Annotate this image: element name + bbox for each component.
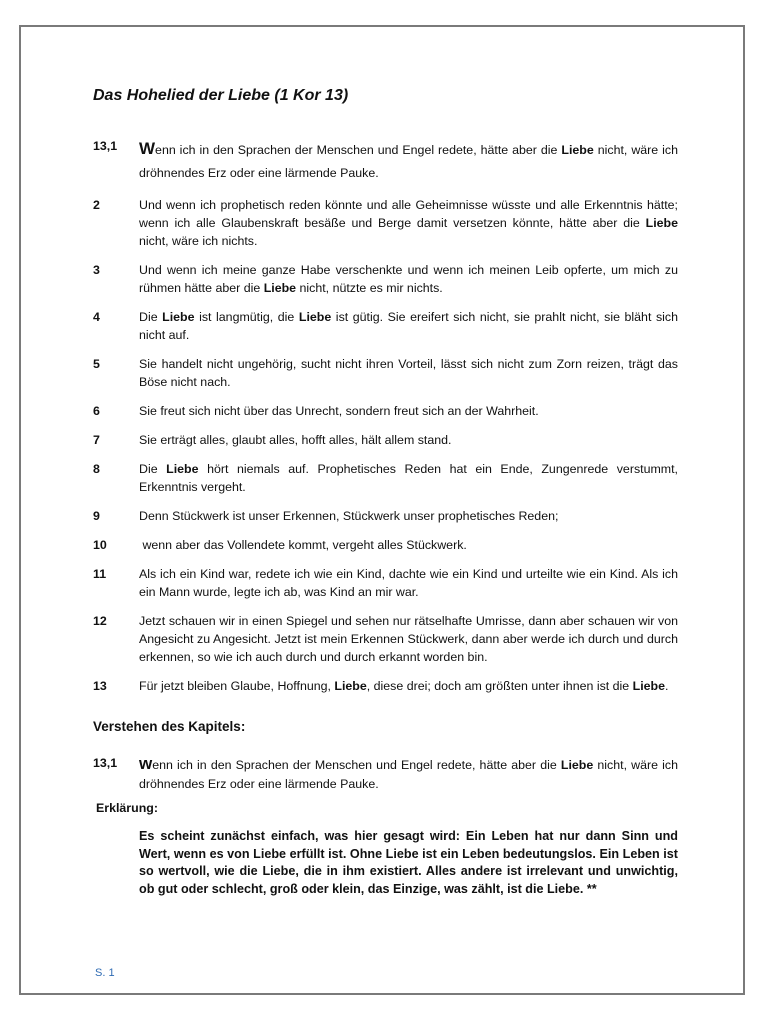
verse-text: Als ich ein Kind war, redete ich wie ein Kind, dachte wie ein Kind und urteilte wie ein Kind. Als ich ein Mann wurde, legte ich ab, was Kind an mir war.: [139, 567, 678, 599]
verse-row: [93, 261, 678, 297]
verse-row: [93, 536, 678, 554]
verse-number: 3: [93, 263, 100, 277]
page-number: S. 1: [95, 967, 115, 979]
verse-text: Denn Stückwerk ist unser Erkennen, Stückwerk unser prophetisches Reden;: [139, 509, 559, 523]
verse-number: 7: [93, 433, 100, 447]
verse-number: 10: [93, 538, 107, 552]
page-title: Das Hohelied der Liebe (1 Kor 13): [93, 87, 349, 104]
section-verse: [93, 754, 678, 794]
document-page: [19, 25, 745, 995]
verse-text: Jetzt schauen wir in einen Spiegel und sehen nur rätselhafte Umrisse, dann aber schauen wir von Angesicht zu Angesicht. Jetzt ist mein Erkennen Stückwerk, dann aber werde ich durch und durch erkennen, so wie ich auch durch und durch erkannt worden bin.: [139, 614, 678, 664]
verse-row: [93, 565, 678, 601]
verse-text: Und wenn ich meine ganze Habe verschenkte und wenn ich meinen Leib opferte, um mich zu rühmen hätte aber die Liebe nicht, nützte es mir nichts.: [139, 263, 678, 295]
verse-number: 12: [93, 614, 107, 628]
explanation-label: Erklärung:: [96, 801, 158, 815]
verse-number: 4: [93, 310, 100, 324]
verse-text: Sie handelt nicht ungehörig, sucht nicht ihren Vorteil, lässt sich nicht zum Zorn reizen, trägt das Böse nicht nach.: [139, 357, 678, 389]
verse-text: Wenn ich in den Sprachen der Menschen und Engel redete, hätte aber die Liebe nicht, wäre ich dröhnendes Erz oder eine lärmende Pauke.: [139, 139, 678, 180]
verse-row: [93, 460, 678, 496]
verse-initial: w: [139, 754, 153, 773]
verse-row: [93, 507, 678, 525]
verse-number: 13: [93, 679, 107, 693]
verse-row: [93, 612, 678, 666]
verse-list: [93, 137, 678, 706]
verse-row: [93, 355, 678, 391]
verse-text: Sie erträgt alles, glaubt alles, hofft alles, hält allem stand.: [139, 433, 452, 447]
verse-number: 2: [93, 198, 100, 212]
verse-number: 5: [93, 357, 100, 371]
verse-text: Sie freut sich nicht über das Unrecht, sondern freut sich an der Wahrheit.: [139, 404, 539, 418]
verse-text: Für jetzt bleiben Glaube, Hoffnung, Liebe, diese drei; doch am größten unter ihnen ist die Liebe.: [139, 679, 669, 693]
verse-text: Die Liebe ist langmütig, die Liebe ist gütig. Sie ereifert sich nicht, sie prahlt nicht, sie bläht sich nicht auf.: [139, 310, 678, 342]
verse-text: Die Liebe hört niemals auf. Prophetisches Reden hat ein Ende, Zungenrede verstummt, Erkenntnis vergeht.: [139, 462, 678, 494]
section-heading: Verstehen des Kapitels:: [93, 719, 246, 734]
verse-initial: W: [139, 139, 156, 158]
verse-number: 8: [93, 462, 100, 476]
verse-text: Und wenn ich prophetisch reden könnte und alle Geheimnisse wüsste und alle Erkenntnis hätte; wenn ich alle Glaubenskraft besäße und Berge damit versetzen könnte, hätte aber die Liebe nicht, wäre ich nichts.: [139, 198, 678, 248]
verse-number: 11: [93, 567, 107, 581]
verse-row: [93, 431, 678, 449]
verse-row: [93, 677, 678, 695]
verse-body: enn ich in den Sprachen der Menschen und Engel redete, hätte aber die Liebe nicht, wäre ich dröhnendes Erz oder eine lärmende Pauke.: [139, 758, 678, 791]
verse-row: [93, 402, 678, 420]
verse-text: wenn aber das Vollendete kommt, vergeht alles Stückwerk.: [139, 538, 467, 552]
verse-number: 6: [93, 404, 100, 418]
verse-text: [139, 754, 678, 794]
verse-row: [93, 137, 678, 185]
verse-row: [93, 196, 678, 250]
explanation-text: Es scheint zunächst einfach, was hier gesagt wird: Ein Leben hat nur dann Sinn und Wert, wenn es von Liebe erfüllt ist. Ohne Liebe ist ein Leben bedeutungslos. Ein Leben ist so wertvoll, wie die Liebe, die in ihm existiert. Alles andere ist irrelevant und unwichtig, ob gut oder schlecht, groß oder klein, das Einzige, was zählt, ist die Liebe. **: [139, 829, 678, 896]
verse-row: [93, 308, 678, 344]
verse-number: 13,1: [93, 756, 118, 770]
verse-number: 9: [93, 509, 100, 523]
verse-number: 13,1: [93, 139, 118, 153]
